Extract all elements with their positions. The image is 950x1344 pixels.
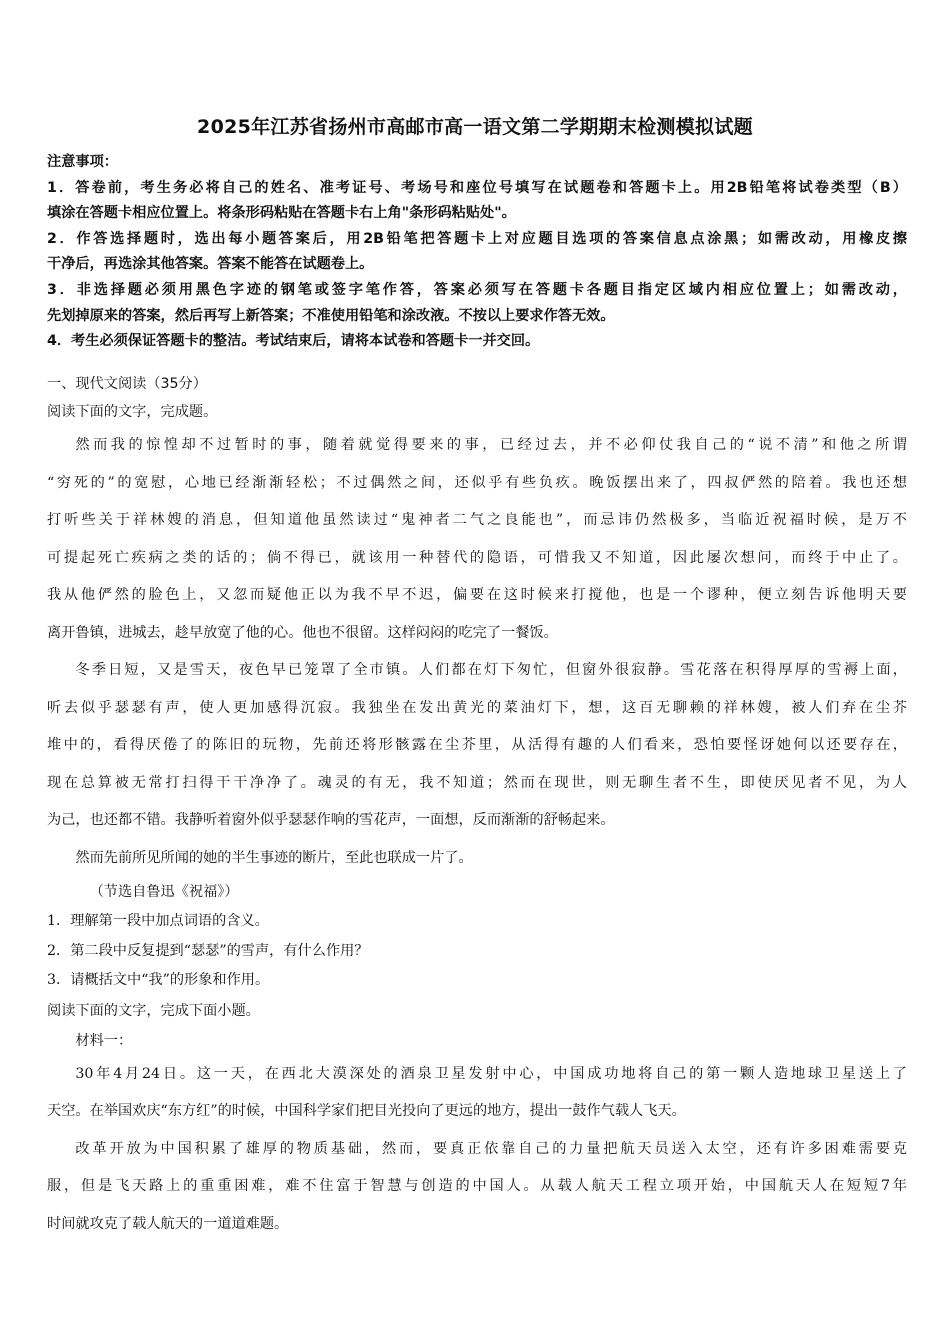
passage-line: 现在总算被无常打扫得干干净净了。魂灵的有无，我不知道；然而在现世，则无聊生者不生，即使厌见者不见，为人 — [47, 774, 907, 791]
material-label: 材料一： — [75, 1032, 133, 1049]
passage-line: 离开鲁镇，进城去，趁早放宽了他的心。他也不很留。这样闷闷的吃完了一餐饭。 — [47, 624, 558, 641]
passage-line: 堆中的，看得厌倦了的陈旧的玩物，先前还将形骸露在尘芥里，从活得有趣的人们看来，恐怕要怪讶她何以还要存在， — [47, 737, 907, 753]
section-heading: 一、现代文阅读（35分） — [47, 376, 207, 392]
notice-line: 4．考生必须保证答题卡的整洁。考试结束后，请将本试卷和答题卡一并交回。 — [47, 333, 540, 350]
material-text — [47, 1056, 907, 1244]
notice-heading: 注意事项： — [47, 154, 118, 170]
question-item: 2．第二段中反复提到“瑟瑟”的雪声，有什么作用？ — [47, 942, 369, 959]
material-line: 天空。在举国欢庆“东方红”的时候，中国科学家们把目光投向了更远的地方，提出一鼓作气载人飞天。 — [47, 1103, 686, 1119]
passage-line: 冬季日短，又是雪天，夜色早已笼罩了全市镇。人们都在灯下匆忙，但窗外很寂静。雪花落在积得厚厚的雪褥上面， — [75, 662, 907, 678]
material-line: 改革开放为中国积累了雄厚的物质基础，然而，要真正依靠自己的力量把航天员送入太空，还有许多困难需要克 — [75, 1140, 907, 1157]
notice-line: 填涂在答题卡相应位置上。将条形码粘贴在答题卡右上角"条形码粘贴处"。 — [47, 205, 516, 222]
reading-section — [47, 373, 907, 1243]
question-list — [47, 907, 907, 996]
passage-line: 为己，也还都不错。我静听着窗外似乎瑟瑟作响的雪花声，一面想，反而渐渐的舒畅起来。 — [47, 812, 615, 828]
passage-line: 我从他俨然的脸色上，又忽而疑他正以为我不早不迟，偏要在这时候来打搅他，也是一个谬种，便立刻告诉他明天要 — [47, 587, 907, 603]
page-title: 2025年江苏省扬州市高邮市高一语文第二学期期末检测模拟试题 — [197, 116, 753, 138]
notice-line: 3．非选择题必须用黑色字迹的钢笔或签字笔作答，答案必须写在答题卡各题目指定区域内相应位置上；如需改动， — [47, 281, 907, 298]
notice-line: 干净后，再选涂其他答案。答案不能答在试题卷上。 — [47, 256, 374, 273]
notice-line: 先划掉原来的答案，然后再写上新答案；不准使用铅笔和涂改液。不按以上要求作答无效。 — [47, 307, 615, 324]
section-instruction: 阅读下面的文字，完成题。 — [47, 404, 218, 420]
notice-line: 2．作答选择题时，选出每小题答案后，用2B铅笔把答题卡上对应题目选项的答案信息点涂黑；如需改动，用橡皮擦 — [47, 230, 907, 247]
passage-source: （节选自鲁迅《祝福》） — [89, 884, 239, 900]
material-line: 30年4月24日。这一天，在西北大漠深处的酒泉卫星发射中心，中国成功地将自己的第一颗人造地球卫星送上了 — [75, 1065, 907, 1082]
passage-line: 然而我的惊惶却不过暂时的事，随着就觉得要来的事，已经过去，并不必仰仗我自己的“说不清”和他之所谓 — [75, 437, 907, 453]
material-line: 时间就攻克了载人航天的一道道难题。 — [47, 1215, 289, 1232]
material-line: 服，但是飞天路上的重重困难，难不住富于智慧与创造的中国人。从载人航天工程立项开始，中国航天人在短短7年 — [47, 1178, 907, 1194]
question-item: 1．理解第一段中加点词语的含义。 — [47, 913, 269, 929]
passage-line: “穷死的”的宽慰，心地已经渐渐轻松；不过偶然之间，还似乎有些负疚。晚饭摆出来了，四叔俨然的陪着。我也还想 — [47, 474, 907, 491]
passage-line: 然而先前所见所闻的她的半生事迹的断片，至此也联成一片了。 — [75, 849, 473, 866]
passage-line: 可提起死亡疾病之类的话的；倘不得已，就该用一种替代的隐语，可惜我又不知道，因此屡次想问，而终于中止了。 — [47, 549, 907, 566]
section-instruction: 阅读下面的文字，完成下面小题。 — [47, 1002, 260, 1019]
passage-line: 打听些关于祥林嫂的消息，但知道他虽然读过“鬼神者二气之良能也”，而忌讳仍然极多，当临近祝福时候，是万不 — [47, 512, 907, 528]
notice-line: 1．答卷前，考生务必将自己的姓名、准考证号、考场号和座位号填写在试题卷和答题卡上。用2B铅笔将试卷类型（B） — [47, 179, 907, 196]
question-item: 3．请概括文中“我”的形象和作用。 — [47, 972, 270, 988]
exam-notice — [47, 150, 907, 355]
passage-line: 听去似乎瑟瑟有声，使人更加感得沉寂。我独坐在发出黄光的菜油灯下，想，这百无聊赖的祥林嫂，被人们弃在尘芥 — [47, 699, 907, 716]
passage — [47, 427, 907, 907]
